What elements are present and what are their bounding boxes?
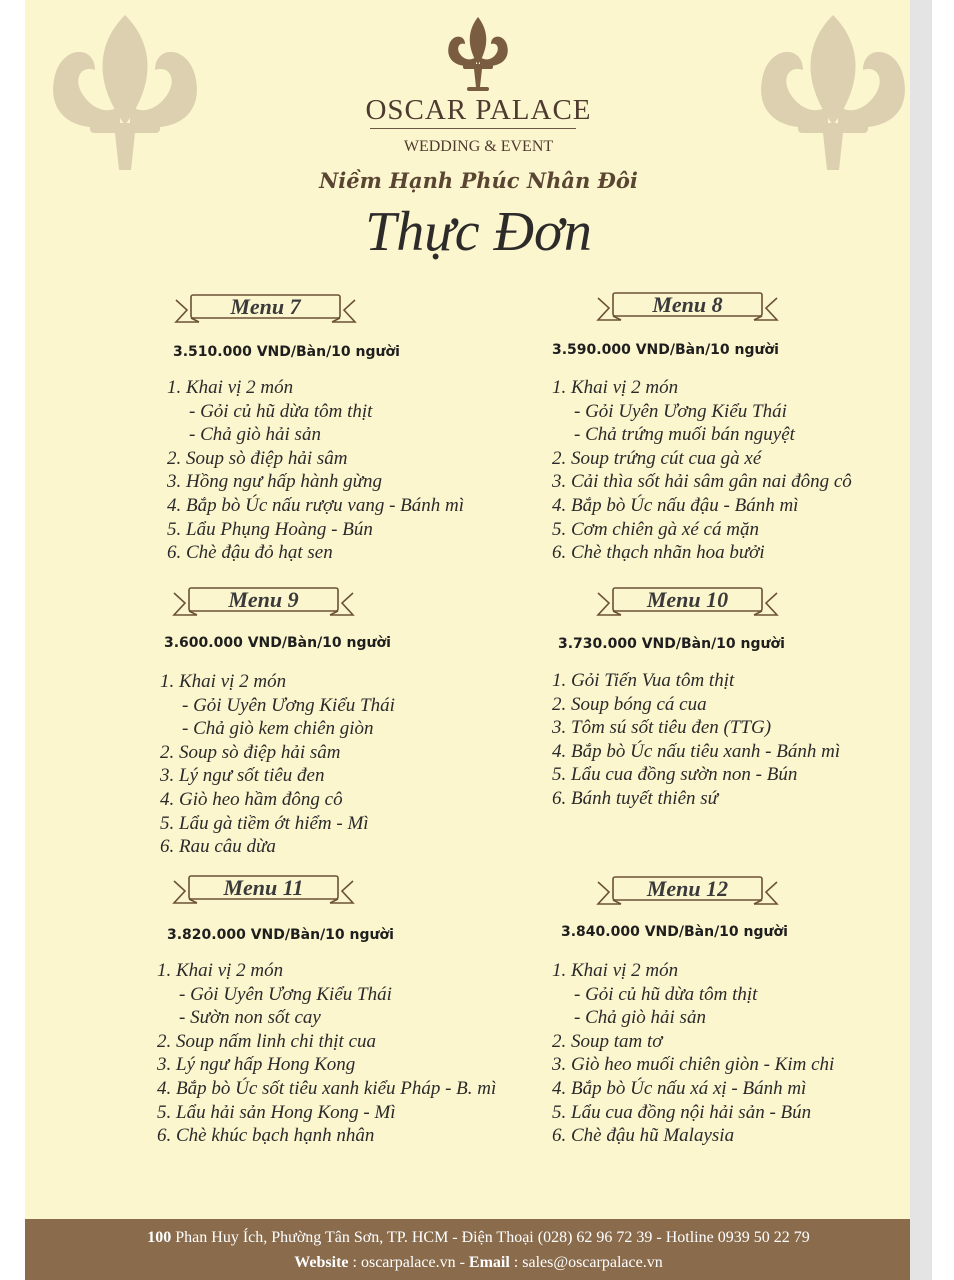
email-label: Email [468,1254,510,1271]
page-title: Thực Đơn [365,201,592,263]
brand-fleur-de-lis-icon [443,15,513,95]
menu-label: Menu 10 [646,587,729,612]
menu-11 [157,873,571,1147]
menu-items [160,670,395,859]
footer-contact [25,1254,932,1272]
menu-item: 5. Lẩu cua đồng nội hải sản - Bún [552,1101,812,1123]
menu-banner [171,873,356,907]
menu-banner [595,290,780,324]
menu-subitem: - Sườn non sốt cay [179,1007,321,1029]
menu-8 [552,290,932,564]
address-text: Phan Huy Ích, Phường Tân Sơn, TP. HCM - Điện Thoại (028) 62 96 72 39 - Hotline 0939 50 22 79 [171,1229,810,1246]
menu-12 [552,874,932,1147]
menu-items [552,376,852,565]
menu-7 [167,292,573,564]
menu-label: Menu 11 [223,875,304,900]
menu-item: 6. Chè đậu đỏ hạt sen [167,542,333,564]
website-label: Website [294,1254,349,1271]
page-edge [910,0,932,1280]
website-link[interactable]: : oscarpalace.vn - [348,1254,469,1271]
menu-sheet [25,0,932,1280]
menu-item: 3. Cải thìa sốt hải sâm gân nai đông cô [552,471,852,493]
menu-price: 3.730.000 VND/Bàn/10 người [558,636,785,652]
brand-divider [370,128,576,129]
menu-item: 2. Soup bóng cá cua [552,693,707,715]
menu-item: 5. Cơm chiên gà xé cá mặn [552,518,759,540]
menu-item: 1. Khai vị 2 món [167,377,294,398]
menu-item: 1. Khai vị 2 món [157,960,284,981]
menu-price: 3.590.000 VND/Bàn/10 người [552,342,779,358]
footer [25,1219,932,1280]
menu-subitem: - Gỏi Uyên Ương Kiểu Thái [179,983,392,1005]
menu-item: 2. Soup nấm linh chi thịt cua [157,1030,377,1052]
menu-item: 4. Bắp bò Úc sốt tiêu xanh kiểu Pháp - B. mì [157,1077,497,1099]
menu-item: 2. Soup sò điệp hải sâm [160,741,341,763]
menu-item: 4. Bắp bò Úc nấu đậu - Bánh mì [552,494,799,516]
menu-item: 5. Lẩu cua đồng sườn non - Bún [552,764,798,786]
menu-label: Menu 8 [652,292,723,317]
menu-9 [160,585,571,858]
menu-item: 1. Khai vị 2 món [552,377,679,398]
menu-label: Menu 12 [646,876,729,901]
menu-item: 4. Bắp bò Úc nấu xá xị - Bánh mì [552,1077,807,1099]
menu-item: 5. Lẩu gà tiềm ớt hiểm - Mì [160,812,369,834]
menu-subitem: - Chả giò hải sản [574,1007,706,1029]
menu-item: 2. Soup tam tơ [552,1030,663,1052]
menu-label: Menu 7 [230,294,301,319]
tagline: Niềm Hạnh Phúc Nhân Đôi [319,168,638,193]
menu-item: 6. Chè khúc bạch hạnh nhân [157,1125,375,1147]
menu-item: 3. Tôm sú sốt tiêu đen (TTG) [552,717,772,739]
menu-item: 1. Khai vị 2 món [552,960,679,981]
menu-banner [595,585,780,619]
menu-subitem: - Gỏi Uyên Ương Kiểu Thái [574,400,787,422]
menu-items [157,959,496,1148]
menu-item: 1. Gỏi Tiến Vua tôm thịt [552,670,735,691]
menu-item: 6. Bánh tuyết thiên sứ [552,787,719,809]
menu-item: 1. Khai vị 2 món [160,671,287,692]
menu-item: 6. Rau câu dừa [160,836,276,858]
menu-items [552,959,834,1148]
menu-item: 5. Lẩu hải sản Hong Kong - Mì [157,1101,396,1123]
menu-price: 3.820.000 VND/Bàn/10 người [167,927,394,943]
menu-item: 5. Lẩu Phụng Hoàng - Bún [167,518,373,540]
footer-address [25,1229,932,1247]
menu-banner [595,874,780,908]
menu-subitem: - Chả giò kem chiên giòn [182,718,374,740]
brand-subtitle: WEDDING & EVENT [403,138,554,155]
menu-items [167,376,464,565]
brand-name: OSCAR PALACE [365,94,592,126]
menu-10 [552,585,932,809]
menu-item: 3. Hồng ngư hấp hành gừng [167,471,382,493]
menu-banner [173,292,358,326]
menu-subitem: - Gỏi củ hũ dừa tôm thịt [189,400,373,422]
menu-subitem: - Gỏi Uyên Ương Kiểu Thái [182,694,395,716]
menu-price: 3.600.000 VND/Bàn/10 người [164,635,391,651]
menu-item: 3. Giò heo muối chiên giòn - Kim chi [552,1054,835,1076]
menu-label: Menu 9 [228,587,299,612]
menu-subitem: - Gỏi củ hũ dừa tôm thịt [574,983,758,1005]
menu-item: 4. Giò heo hầm đông cô [160,788,343,810]
menu-price: 3.840.000 VND/Bàn/10 người [561,924,788,940]
menu-subitem: - Chả giò hải sản [189,424,321,446]
menu-item: 4. Bắp bò Úc nấu rượu vang - Bánh mì [167,494,465,516]
menu-item: 4. Bắp bò Úc nấu tiêu xanh - Bánh mì [552,740,841,762]
menu-item: 3. Lý ngư hấp Hong Kong [157,1054,356,1076]
menu-subitem: - Chả trứng muối bán nguyệt [574,424,795,446]
menu-item: 2. Soup sò điệp hải sâm [167,447,348,469]
menu-item: 6. Chè thạch nhãn hoa bưởi [552,542,765,564]
menu-item: 2. Soup trứng cút cua gà xé [552,447,762,469]
address-number: 100 [147,1229,172,1246]
menu-item: 6. Chè đậu hũ Malaysia [552,1125,735,1147]
menu-item: 3. Lý ngư sốt tiêu đen [160,765,325,787]
menu-items [552,669,840,811]
menu-banner [171,585,356,619]
email-link[interactable]: : sales@oscarpalace.vn [509,1254,663,1271]
menu-price: 3.510.000 VND/Bàn/10 người [173,344,400,360]
